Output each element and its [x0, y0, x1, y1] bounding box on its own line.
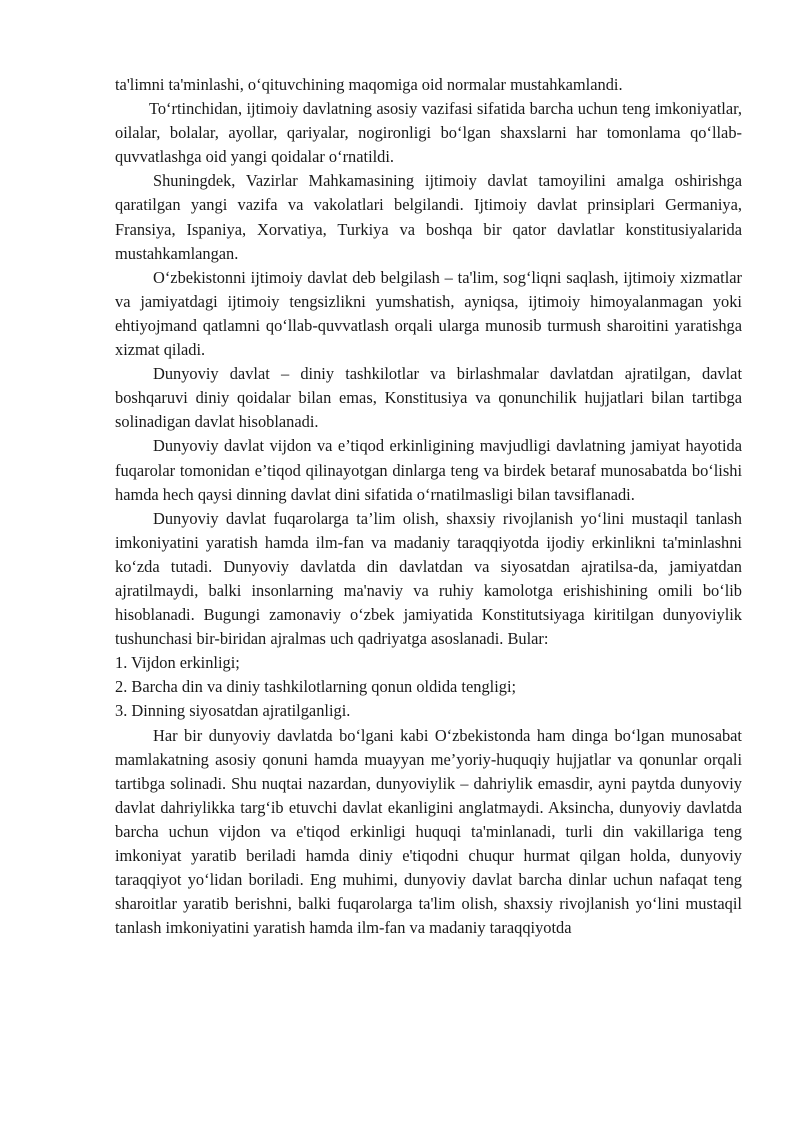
paragraph-social-state: O‘zbekistonni ijtimoiy davlat deb belgilash – ta'lim, sog‘liqni saqlash, ijtimoiy xizmatlar va jamiyatdagi ijtimoiy tengsizlikni yumshatish, ayniqsa, ijtimoiy himoyalanmagan yoki ehtiyojmand qatlamni qo‘llab-quvvatlash orqali ularga munosib turmush sharoitini yaratishga xizmat qiladi.: [115, 267, 742, 360]
paragraph-freedom-of-conscience: Dunyoviy davlat vijdon va e’tiqod erkinligining mavjudligi davlatning jamiyat hayotida fuqarolar tomonidan e’tiqod qilinayotgan dinlarga teng va birdek betaraf munosabatda bo‘lishi hamda hech qaysi dinning davlat dini sifatida o‘rnatilmasligi bilan tavsiflanadi.: [115, 436, 742, 504]
paragraph-uzbekistan-religion: Har bir dunyoviy davlatda bo‘lgani kabi O‘zbekistonda ham dinga bo‘lgan munosabat mamlakatning asosiy qonuni hamda muayyan me’yoriy-huquqiy hujjatlar va qonunlar orqali tartibga solinadi. Shu nuqtai nazardan, dunyoviylik – dahriylik emasdir, ayni paytda dunyoviy davlat dahriylikka targ‘ib etuvchi davlat ekanligini anglatmaydi. Aksincha, dunyoviy davlatda barcha uchun vijdon va e'tiqod erkinligi huquqi ta'minlanadi, turli din vakillariga teng imkoniyat yaratib beriladi hamda diniy e'tiqodni chuqur hurmat qilgan holda, dunyoviy taraqqiyot yo‘lidan boriladi. Eng muhimi, dunyoviy davlat barcha dinlar uchun nafaqat teng sharoitlar yaratib berishni, balki fuqarolarga ta'lim olish, shaxsiy rivojlanish yo‘lini mustaqil tanlash imkoniyatini yaratish hamda ilm-fan va madaniy taraqqiyotda: [115, 725, 742, 938]
list-item: 3. Dinning siyosatdan ajratilganligi.: [115, 701, 351, 721]
paragraph-secular-state-education: Dunyoviy davlat fuqarolarga ta’lim olish, shaxsiy rivojlanish yo‘lini mustaqil tanlash imkoniyatini yaratish hamda ilm-fan va madaniy taraqqiyotda ijodiy erkinlikni ta'minlashni ko‘zda tutadi. Dunyoviy davlatda din davlatdan va siyosatdan ajratilsa-da, jamiyatdan ajratilmaydi, balki insonlarning ma'naviy va ruhiy kamolotga erishishining omili bo‘lib hisoblanadi. Bugungi zamonaviy o‘zbek jamiyatida Konstitutsiyaga kiritilgan dunyoviylik tushunchasi bir-biridan ajralmas uch qadriyatga asoslanadi. Bular:: [115, 508, 742, 649]
list-item: 2. Barcha din va diniy tashkilotlarning qonun oldida tengligi;: [115, 677, 517, 697]
paragraph-fourthly: To‘rtinchidan, ijtimoiy davlatning asosiy vazifasi sifatida barcha uchun teng imkoniyatlar, oilalar, bolalar, ayollar, qariyalar, nogironligi bo‘lgan shaxslarni har tomonlama qo‘llab-quvvatlashga oid yangi qoidalar o‘rnatildi.: [115, 99, 742, 167]
list-item: 1. Vijdon erkinligi;: [115, 653, 240, 673]
document-body: [115, 73, 742, 940]
paragraph-continuation: ta'limni ta'minlashi, o‘qituvchining maqomiga oid normalar mustahkamlandi.: [115, 75, 623, 94]
paragraph-cabinet-of-ministers: Shuningdek, Vazirlar Mahkamasining ijtimoiy davlat tamoyilini amalga oshirishga qaratilgan yangi vazifa va vakolatlari belgilandi. Ijtimoiy davlat prinsiplari Germaniya, Fransiya, Ispaniya, Xorvatiya, Turkiya va boshqa bir qator davlatlar konstitusiyalarida mustahkamlangan.: [115, 171, 742, 263]
paragraph-secular-state-definition: Dunyoviy davlat – diniy tashkilotlar va birlashmalar davlatdan ajratilgan, davlat boshqaruvi diniy qoidalar bilan emas, Konstitusiya va qonunchilik hujjatlari bilan tartibga solinadigan davlat hisoblanadi.: [115, 364, 742, 432]
